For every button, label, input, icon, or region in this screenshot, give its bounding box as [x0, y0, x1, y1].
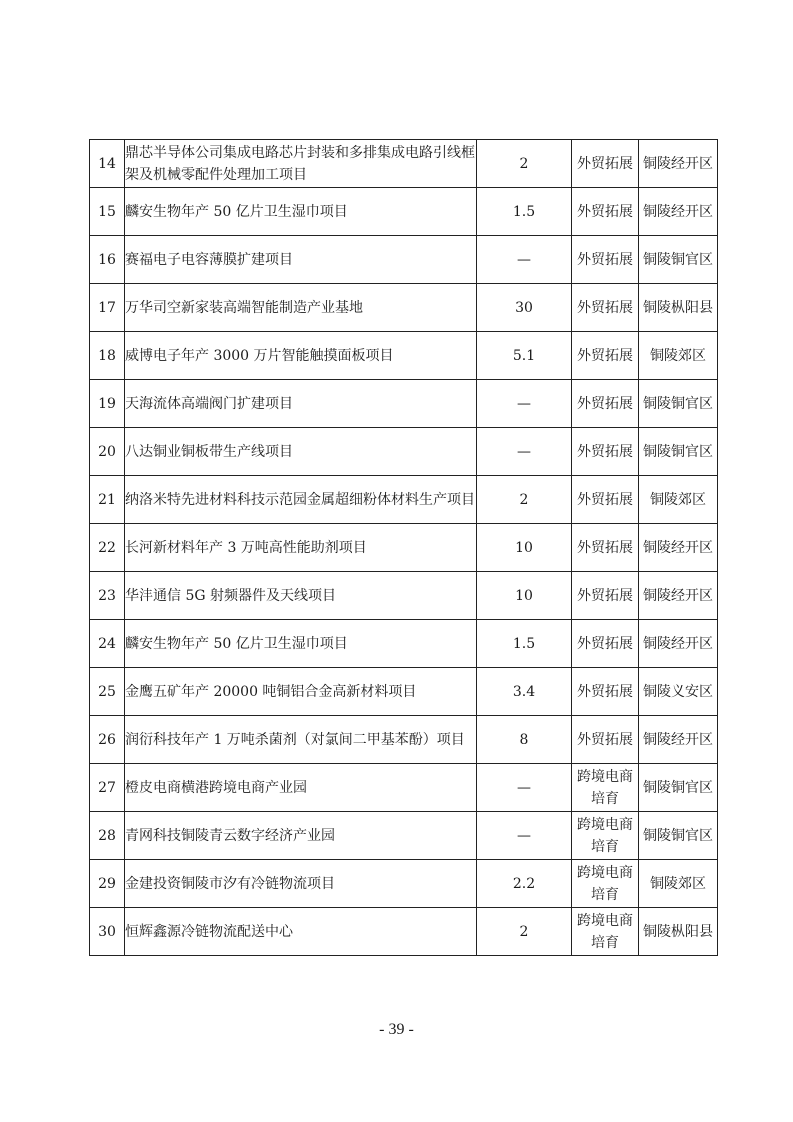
project-type: 外贸拓展: [572, 716, 639, 764]
project-name: 橙皮电商横港跨境电商产业园: [125, 764, 477, 812]
investment-amount: 10: [477, 524, 572, 572]
table-row: [90, 284, 718, 332]
project-location: 铜陵经开区: [639, 716, 718, 764]
project-location: 铜陵铜官区: [639, 380, 718, 428]
project-type: 外贸拓展: [572, 236, 639, 284]
table-row: [90, 764, 718, 812]
row-number: 22: [90, 524, 125, 572]
row-number: 27: [90, 764, 125, 812]
project-location: 铜陵经开区: [639, 188, 718, 236]
project-name: 八达铜业铜板带生产线项目: [125, 428, 477, 476]
table-row: [90, 860, 718, 908]
project-type: 跨境电商培育: [572, 860, 639, 908]
row-number: 26: [90, 716, 125, 764]
row-number: 14: [90, 140, 125, 188]
table-row: [90, 428, 718, 476]
project-type: 外贸拓展: [572, 668, 639, 716]
project-location: 铜陵郊区: [639, 476, 718, 524]
investment-amount: —: [477, 236, 572, 284]
project-name: 润衍科技年产 1 万吨杀菌剂（对氯间二甲基苯酚）项目: [125, 716, 477, 764]
row-number: 17: [90, 284, 125, 332]
investment-amount: 5.1: [477, 332, 572, 380]
project-location: 铜陵郊区: [639, 860, 718, 908]
project-type: 跨境电商培育: [572, 908, 639, 956]
project-type: 外贸拓展: [572, 188, 639, 236]
project-name: 金鹰五矿年产 20000 吨铜铝合金高新材料项目: [125, 668, 477, 716]
investment-amount: 1.5: [477, 620, 572, 668]
row-number: 28: [90, 812, 125, 860]
project-location: 铜陵铜官区: [639, 812, 718, 860]
table-row: [90, 668, 718, 716]
project-name: 华沣通信 5G 射频器件及天线项目: [125, 572, 477, 620]
project-location: 铜陵郊区: [639, 332, 718, 380]
project-type: 外贸拓展: [572, 620, 639, 668]
investment-amount: 2: [477, 908, 572, 956]
project-name: 万华司空新家装高端智能制造产业基地: [125, 284, 477, 332]
row-number: 25: [90, 668, 125, 716]
investment-amount: —: [477, 428, 572, 476]
row-number: 15: [90, 188, 125, 236]
row-number: 21: [90, 476, 125, 524]
project-location: 铜陵枞阳县: [639, 908, 718, 956]
page-number: - 39 -: [379, 1021, 414, 1038]
investment-amount: 10: [477, 572, 572, 620]
investment-amount: 2: [477, 140, 572, 188]
table-row: [90, 140, 718, 188]
project-location: 铜陵经开区: [639, 140, 718, 188]
project-type: 外贸拓展: [572, 284, 639, 332]
investment-amount: 8: [477, 716, 572, 764]
investment-amount: —: [477, 812, 572, 860]
table-row: [90, 188, 718, 236]
project-name: 鼎芯半导体公司集成电路芯片封装和多排集成电路引线框架及机械零配件处理加工项目: [125, 140, 477, 188]
project-type: 外贸拓展: [572, 524, 639, 572]
table-row: [90, 716, 718, 764]
table-row: [90, 620, 718, 668]
table-row: [90, 236, 718, 284]
project-name: 金建投资铜陵市汐有冷链物流项目: [125, 860, 477, 908]
row-number: 19: [90, 380, 125, 428]
project-name: 青网科技铜陵青云数字经济产业园: [125, 812, 477, 860]
investment-amount: 30: [477, 284, 572, 332]
investment-amount: 1.5: [477, 188, 572, 236]
project-type: 跨境电商培育: [572, 812, 639, 860]
project-location: 铜陵铜官区: [639, 428, 718, 476]
row-number: 24: [90, 620, 125, 668]
table-row: [90, 380, 718, 428]
project-type: 外贸拓展: [572, 332, 639, 380]
project-name: 赛福电子电容薄膜扩建项目: [125, 236, 477, 284]
table-row: [90, 332, 718, 380]
project-name: 威博电子年产 3000 万片智能触摸面板项目: [125, 332, 477, 380]
project-location: 铜陵经开区: [639, 524, 718, 572]
table-row: [90, 812, 718, 860]
project-location: 铜陵枞阳县: [639, 284, 718, 332]
investment-amount: —: [477, 764, 572, 812]
table-row: [90, 524, 718, 572]
row-number: 16: [90, 236, 125, 284]
project-type: 跨境电商培育: [572, 764, 639, 812]
row-number: 30: [90, 908, 125, 956]
investment-amount: 3.4: [477, 668, 572, 716]
project-location: 铜陵铜官区: [639, 236, 718, 284]
project-location: 铜陵铜官区: [639, 764, 718, 812]
investment-amount: —: [477, 380, 572, 428]
table-row: [90, 572, 718, 620]
project-name: 纳洛米特先进材料科技示范园金属超细粉体材料生产项目: [125, 476, 477, 524]
row-number: 20: [90, 428, 125, 476]
project-name: 麟安生物年产 50 亿片卫生湿巾项目: [125, 620, 477, 668]
row-number: 18: [90, 332, 125, 380]
row-number: 23: [90, 572, 125, 620]
table-row: [90, 476, 718, 524]
project-name: 天海流体高端阀门扩建项目: [125, 380, 477, 428]
project-name: 长河新材料年产 3 万吨高性能助剂项目: [125, 524, 477, 572]
project-location: 铜陵义安区: [639, 668, 718, 716]
project-location: 铜陵经开区: [639, 572, 718, 620]
project-name: 恒辉鑫源冷链物流配送中心: [125, 908, 477, 956]
project-table-body: [90, 140, 718, 956]
table-row: [90, 908, 718, 956]
project-type: 外贸拓展: [572, 476, 639, 524]
project-type: 外贸拓展: [572, 428, 639, 476]
row-number: 29: [90, 860, 125, 908]
investment-amount: 2: [477, 476, 572, 524]
project-type: 外贸拓展: [572, 572, 639, 620]
project-type: 外贸拓展: [572, 380, 639, 428]
project-type: 外贸拓展: [572, 140, 639, 188]
project-table: [89, 139, 718, 956]
project-location: 铜陵经开区: [639, 620, 718, 668]
investment-amount: 2.2: [477, 860, 572, 908]
project-name: 麟安生物年产 50 亿片卫生湿巾项目: [125, 188, 477, 236]
